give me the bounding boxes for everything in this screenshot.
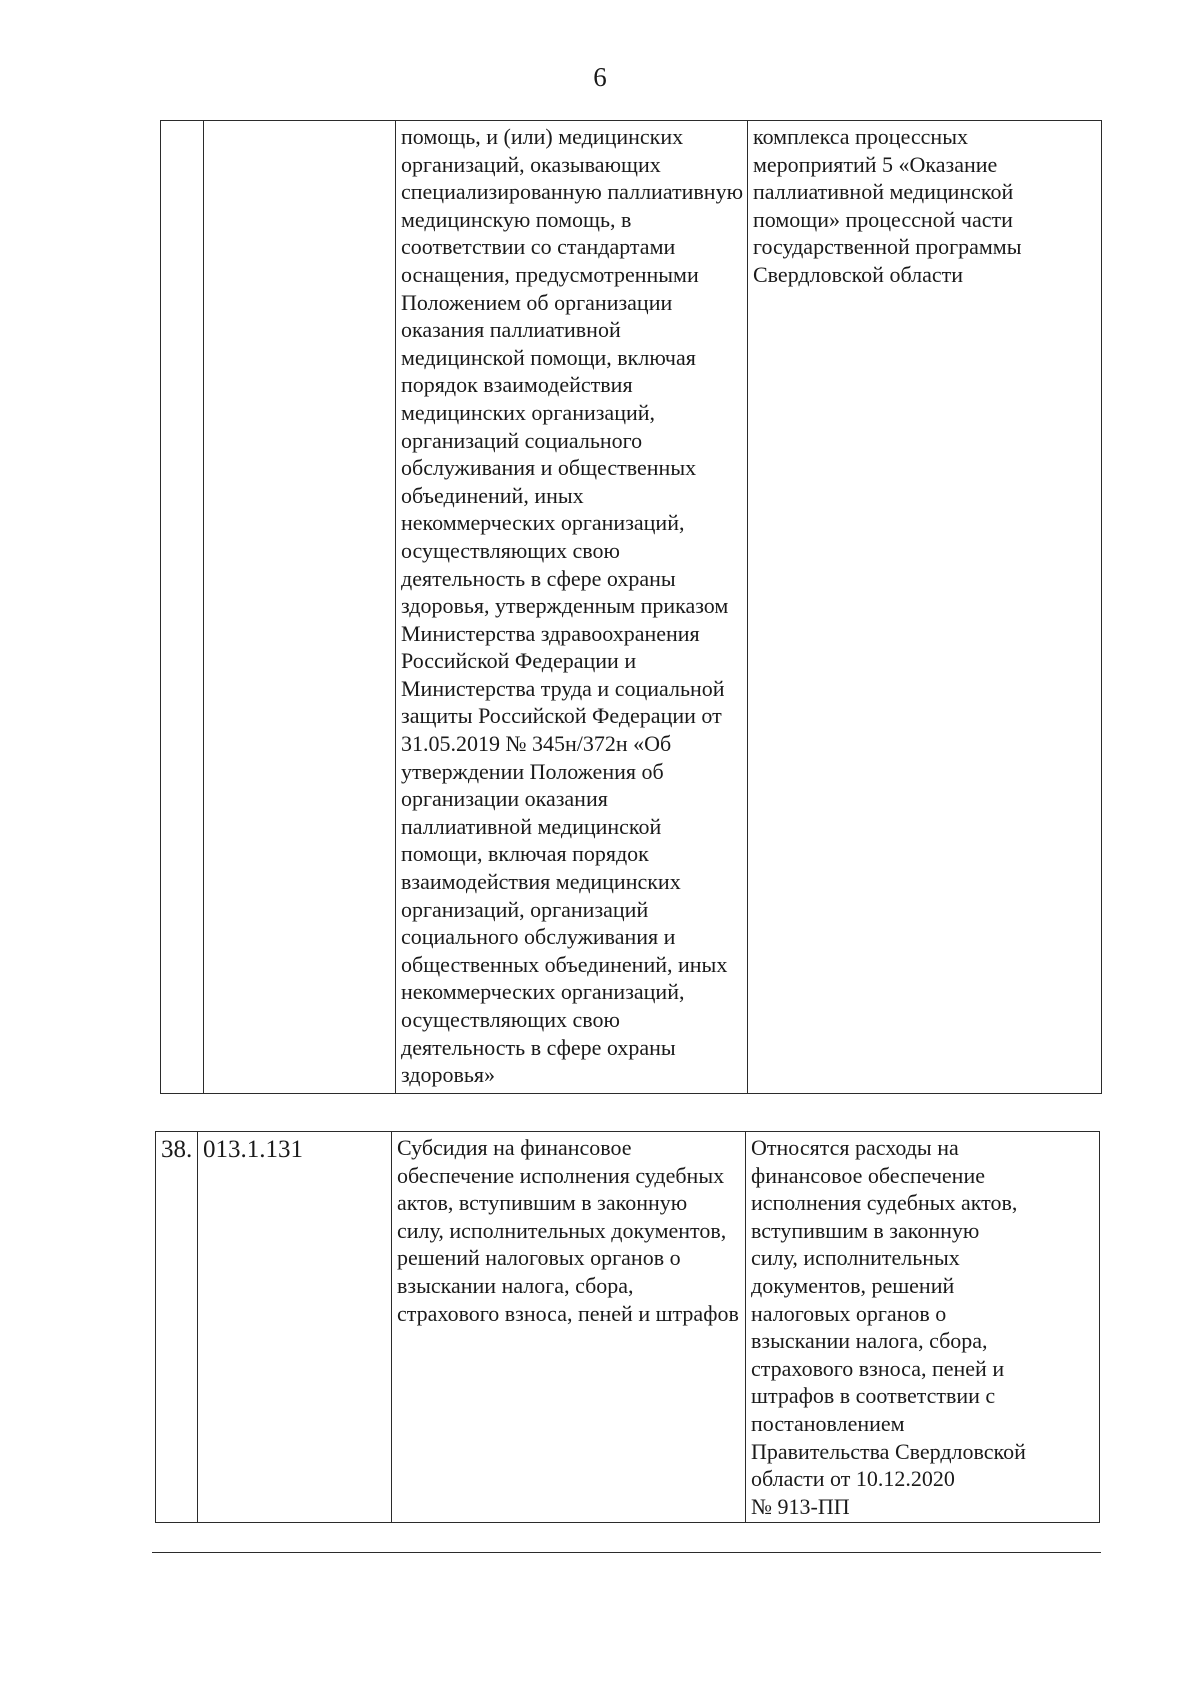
text-line: Российской Федерации и bbox=[401, 648, 637, 674]
text-line: документов, решений bbox=[751, 1272, 955, 1298]
page-number: 6 bbox=[593, 62, 607, 92]
text-line: специализированную паллиативную bbox=[401, 179, 744, 205]
description-cell bbox=[392, 1132, 746, 1523]
text-line: здоровья, утвержденным приказом bbox=[401, 593, 729, 619]
text-line: паллиативной медицинской bbox=[401, 813, 662, 839]
text-line: социального обслуживания и bbox=[401, 924, 676, 950]
text-line: деятельность в сфере охраны bbox=[401, 1034, 676, 1060]
text-line: 31.05.2019 № 345н/372н «Об bbox=[401, 731, 672, 757]
text-line: Относятся расходы на bbox=[751, 1135, 959, 1160]
text-line: организаций социального bbox=[401, 427, 643, 453]
text-line: взыскании налога, сбора, bbox=[751, 1328, 988, 1354]
description-cell bbox=[396, 121, 748, 1094]
row-number-cell bbox=[161, 121, 204, 1094]
budget-classification-table-continued bbox=[160, 120, 1102, 1094]
text-line: деятельность в сфере охраны bbox=[401, 565, 676, 591]
notes-cell bbox=[748, 121, 1102, 1094]
text-line: здоровья» bbox=[401, 1062, 496, 1088]
text-line: некоммерческих организаций, bbox=[401, 979, 685, 1005]
text-line: оснащения, предусмотренными bbox=[401, 261, 699, 287]
text-line: обеспечение исполнения судебных bbox=[397, 1162, 725, 1188]
text-line: исполнения судебных актов, bbox=[751, 1190, 1018, 1216]
text-line: объединений, иных bbox=[401, 482, 584, 508]
text-line: Свердловской области bbox=[753, 261, 963, 287]
text-line: организаций, оказывающих bbox=[401, 151, 661, 177]
text-line: соответствии со стандартами bbox=[401, 234, 676, 260]
text-line: медицинской помощи, включая bbox=[401, 344, 696, 370]
text-line: обслуживания и общественных bbox=[401, 455, 697, 481]
code-cell: 013.1.131 bbox=[198, 1132, 392, 1523]
text-line: взыскании налога, сбора, bbox=[397, 1272, 634, 1298]
text-line: Положением об организации bbox=[401, 289, 673, 315]
table-row bbox=[161, 121, 1102, 1094]
text-line: актов, вступившим в законную bbox=[397, 1190, 688, 1216]
row-number-cell: 38. bbox=[156, 1132, 198, 1523]
text-line: Правительства Свердловской bbox=[751, 1438, 1026, 1464]
text-line: финансовое обеспечение bbox=[751, 1162, 985, 1188]
text-line: осуществляющих свою bbox=[401, 537, 620, 563]
text-line: государственной программы bbox=[753, 234, 1022, 260]
text-line: комплекса процессных bbox=[753, 124, 968, 149]
bottom-divider bbox=[152, 1552, 1101, 1553]
text-line: организаций, организаций bbox=[401, 896, 649, 922]
text-line: защиты Российской Федерации от bbox=[401, 703, 722, 729]
text-line: налоговых органов о bbox=[751, 1300, 947, 1326]
text-line: помощи, включая порядок bbox=[401, 841, 649, 867]
text-line: области от 10.12.2020 bbox=[751, 1466, 955, 1492]
text-line: паллиативной медицинской bbox=[753, 179, 1014, 205]
text-line: порядок взаимодействия bbox=[401, 372, 633, 398]
budget-classification-table-row-38 bbox=[155, 1131, 1100, 1523]
text-line: медицинскую помощь, в bbox=[401, 206, 632, 232]
text-line: осуществляющих свою bbox=[401, 1007, 620, 1032]
text-line: помощь, и (или) медицинских bbox=[401, 124, 684, 149]
text-line: общественных объединений, иных bbox=[401, 951, 728, 977]
text-line: медицинских организаций, bbox=[401, 399, 656, 425]
text-line: организации оказания bbox=[401, 786, 608, 812]
notes-cell bbox=[746, 1132, 1100, 1523]
text-line: помощи» процессной части bbox=[753, 206, 1013, 232]
text-line: оказания паллиативной bbox=[401, 317, 621, 343]
text-line: № 913-ПП bbox=[751, 1493, 850, 1519]
text-line: Министерства здравоохранения bbox=[401, 620, 700, 646]
code-cell bbox=[204, 121, 396, 1094]
text-line: постановлением bbox=[751, 1410, 905, 1436]
text-line: страхового взноса, пеней и bbox=[751, 1355, 1005, 1381]
text-line: штрафов в соответствии с bbox=[751, 1383, 996, 1409]
text-line: решений налоговых органов о bbox=[397, 1245, 681, 1271]
text-line: страхового взноса, пеней и штрафов bbox=[397, 1300, 739, 1326]
text-line: некоммерческих организаций, bbox=[401, 510, 685, 536]
text-line: вступившим в законную bbox=[751, 1217, 980, 1243]
text-line: силу, исполнительных документов, bbox=[397, 1217, 727, 1243]
table-row bbox=[156, 1132, 1100, 1523]
text-line: Министерства труда и социальной bbox=[401, 675, 725, 701]
text-line: утверждении Положения об bbox=[401, 758, 664, 784]
text-line: взаимодействия медицинских bbox=[401, 869, 681, 895]
text-line: мероприятий 5 «Оказание bbox=[753, 151, 998, 177]
text-line: силу, исполнительных bbox=[751, 1245, 960, 1271]
text-line: Субсидия на финансовое bbox=[397, 1135, 632, 1160]
